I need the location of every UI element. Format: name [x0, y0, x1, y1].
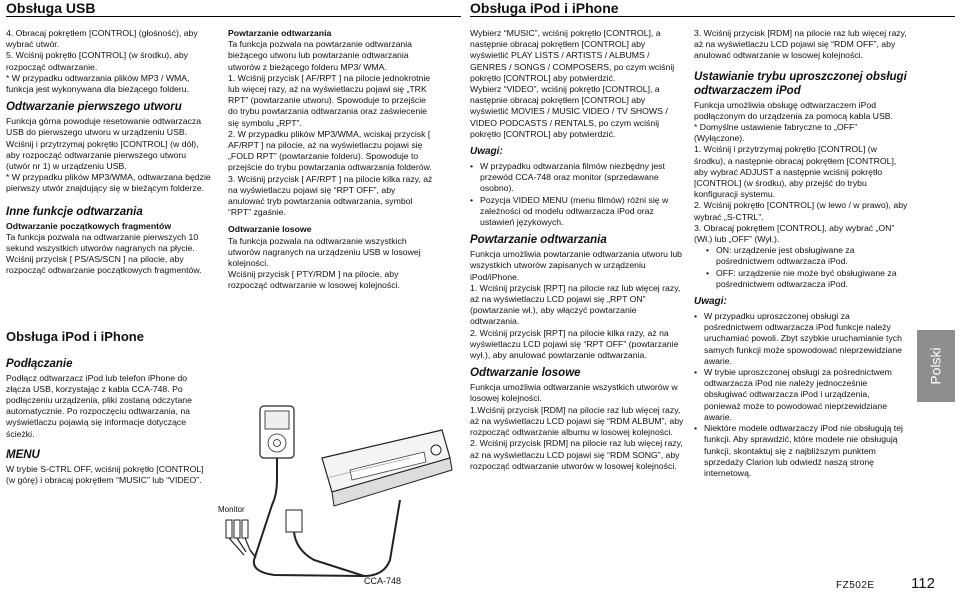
- usb-plug: [286, 510, 302, 532]
- heading-notes-simple: Uwagi:: [694, 296, 727, 308]
- shuffle-step-2: 2. Wciśnij przycisk [RDM] na pilocie raz lub więcej razy, aż na wyświetlaczu LCD pojawi się “RDM SONG”, aby rozpocząć odtwarzanie utworów w losowej kolejności.: [470, 438, 683, 471]
- page-number: 112: [911, 575, 935, 592]
- repeat-step-3: 3. Wciśnij przycisk [ AF/RPT ] na pilocie kilka razy, aż na wyświetlaczu pojawi się “RPT OFF”, aby anulować tryb powtarzania odtwarzania, symbol “RPT” zgaśnie.: [228, 173, 433, 218]
- heading-scan: Odtwarzanie początkowych fragmentów: [6, 220, 172, 231]
- scan-text: Ta funkcja pozwala na odtwarzanie pierwszych 10 sekund wszystkich utworów nagranych na płycie.: [6, 231, 199, 254]
- ipod-device: [260, 406, 294, 458]
- simple-step-1: 1. Wciśnij i przytrzymaj pokrętło [CONTROL] (w środku), a następnie obracaj pokrętłem [CONTROL], aby wybrać ADJUST a następnie wciśnij pokrętło [CONTROL] (w środku), aby przejść do trybu konfiguracji systemu.: [694, 144, 897, 200]
- note-slow: • W przypadku uproszczonej obsługi za pośrednictwem odtwarzacza iPod funkcje należy uruchamiać powoli. Zbyt szybkie uruchamianie tych samych funkcji może spowodować nieprzewidziane awarie.: [694, 311, 908, 367]
- shuffle-step-1: 1.Wciśnij przycisk [RDM] na pilocie raz lub więcej razy, aż na wyświetlaczu LCD pojawi się “RDM ALBUM”, aby rozpocząć odtwarzanie albumu w losowej kolejności.: [470, 404, 684, 438]
- heading-random-usb: Odtwarzanie losowe: [228, 224, 312, 235]
- simple-control-default: * Domyślne ustawienie fabryczne to „OFF” (Wyłączone).: [694, 122, 858, 144]
- section-header-usb: Obsługa USB: [6, 0, 96, 16]
- menu-text: W trybie S-CTRL OFF, wciśnij pokrętło [CONTROL] (w górę) i obracaj pokrętłem “MUSIC” lub “VIDEO”.: [6, 463, 204, 486]
- heading-repeat-usb: Powtarzanie odtwarzania: [228, 28, 332, 38]
- header-rule-right: [470, 16, 955, 17]
- simple-step-3: 3. Obracaj pokrętłem [CONTROL], aby wybrać „ON” (Wł.) lub „OFF” (Wył.).: [694, 222, 895, 245]
- shuffle-ipod-text: Funkcja umożliwia odtwarzanie wszystkich utworów w losowej kolejności.: [470, 382, 678, 404]
- cable-label: CCA-748: [364, 576, 402, 586]
- step-4: 4. Obracaj pokrętłem [CONTROL] (głośność), aby wybrać utwór.: [6, 28, 198, 50]
- top-play-text: Funkcja górna powoduje resetowanie odtwarzacza USB do pierwszego utworu w urządzeniu USB. Wciśnij i przytrzymaj pokrętło [CONTROL] (w dół), aby rozpocząć odtwarzanie pierwszego utworu (utwór nr 1) w urządzeniu USB.: [6, 116, 202, 172]
- heading-top-play: Odtwarzanie pierwszego utworu: [6, 101, 182, 114]
- section-header-ipod: Obsługa iPod i iPhone: [470, 0, 619, 16]
- repeat-ipod-text: Funkcja umożliwia powtarzanie odtwarzania utworu lub wszystkich utworów zapisanych w urządzeniu iPod/iPhone.: [470, 249, 682, 282]
- heading-other-functions: Inne funkcje odtwarzania: [6, 205, 143, 218]
- column-4: [694, 28, 908, 479]
- heading-repeat-ipod: Powtarzanie odtwarzania: [470, 234, 607, 247]
- column-1: [6, 28, 212, 486]
- note-video-menu: • Pozycja VIDEO MENU (menu filmów) różni się w zależności od modelu odtwarzacza iPod oraz ustawień językowych.: [470, 195, 686, 229]
- rca-plugs: [226, 520, 256, 558]
- ipod-connection-illustration: [214, 400, 454, 595]
- simple-control-text: Funkcja umożliwia obsługę odtwarzaczem iPod podłączonym do urządzenia za pomocą kabla USB.: [694, 99, 893, 121]
- heading-notes-video: Uwagi:: [470, 146, 503, 158]
- column-3: [470, 28, 686, 472]
- shuffle-step-3: 3. Wciśnij przycisk [RDM] na pilocie raz lub więcej razy, aż na wyświetlaczu LCD pojawi się “RDM OFF”, aby anulować odtwarzanie w losowej kolejności.: [694, 28, 907, 61]
- option-off: • OFF: urządzenie nie może być obsługiwane za pośrednictwem odtwarzacza iPod.: [706, 268, 908, 290]
- model-number: FZ502E: [836, 580, 875, 591]
- repeat-usb-text: Ta funkcja pozwala na powtarzanie odtwarzania bieżącego utworu lub powtarzanie odtwarzania utworów z bieżącego folderu MP3/ WMA.: [228, 39, 412, 72]
- header-rule-left: [6, 16, 461, 17]
- note-video-cable: • W przypadku odtwarzania filmów niezbędny jest przewód CCA-748 oraz monitor (sprzedawane osobno).: [470, 161, 686, 195]
- monitor-label: Monitor: [218, 505, 245, 514]
- heading-shuffle-ipod: Odtwarzanie losowe: [470, 367, 581, 380]
- heading-ipod-section: Obsługa iPod i iPhone: [6, 328, 144, 344]
- video-menu-text: Wybierz “VIDEO”, wciśnij pokrętło [CONTROL], a następnie obracaj pokrętłem [CONTROL] aby wyświetlić MOVIES / MUSIC VIDEO / TV SHOWS / VIDEO PODCASTS / RENTALS, po czym wciśnij pokrętło [CONTROL] aby potwierdzić.: [470, 84, 668, 139]
- note-mp3: * W przypadku odtwarzania plików MP3 / WMA, funkcja jest wykonywana dla bieżącego folderu.: [6, 72, 190, 95]
- note-simultaneous: • W trybie uproszczonej obsługi za pośrednictwem odtwarzacza iPod nie należy jednocześnie obsługiwać odtwarzacza iPod i urządzenia, ponieważ może to powodować nieprzewidziane awarie.: [694, 367, 908, 423]
- random-usb-text-2: Wciśnij przycisk [ PTY/RDM ] na pilocie, aby rozpocząć odtwarzanie w losowej kolejności.: [228, 269, 400, 291]
- heading-menu: MENU: [6, 448, 40, 461]
- scan-text-2: Wciśnij przycisk [ PS/AS/SCN ] na pilocie, aby rozpocząć odtwarzanie początkowych fragmentów.: [6, 254, 202, 276]
- repeat-step-1: 1. Wciśnij przycisk [ AF/RPT ] na pilocie jednokrotnie lub więcej razy, aż na wyświetlaczu pojawi się „TRK RPT” (powtarzanie utworu). Spowoduje to przejście do trybu powtarzania odtwarzania oraz zaświecenie się symbolu „RPT”.: [228, 72, 431, 128]
- random-usb-text: Ta funkcja pozwala na odtwarzanie wszystkich utworów nagranych na urządzeniu USB w losowej kolejności.: [228, 235, 421, 269]
- repeat-ipod-step-1: 1. Wciśnij przycisk [RPT] na pilocie raz lub więcej razy, aż na wyświetlaczu LCD pojawi się „RPT ON” (powtarzanie wł.), aby włączyć powtarzanie odtwarzania.: [470, 282, 681, 327]
- simple-step-2: 2. Wciśnij pokrętło [CONTROL] (w lewo / w prawo), aby wybrać „S-CTRL”.: [694, 200, 908, 222]
- head-unit: [322, 430, 452, 506]
- note-first-track: * W przypadku plików MP3/WMA, odtwarzana będzie pierwszy utwór znajdujący się w bieżącym folderze.: [6, 172, 211, 194]
- note-unsupported-models: • Niektóre modele odtwarzaczy iPod nie obsługują tej funkcji. Aby sprawdzić, które modele nie obsługują funkcji, skontaktuj się z najbliższym punktem sprzedaży Clarion lub odwiedź naszą stronę internetową.: [694, 423, 908, 479]
- language-tab: Polski: [917, 330, 955, 402]
- heading-simple-control: Ustawianie trybu uproszczonej obsługi odtwarzaczem iPod: [694, 70, 907, 97]
- step-5: 5. Wciśnij pokrętło [CONTROL] (w środku), aby rozpocząć odtwarzanie.: [6, 50, 189, 72]
- option-on: • ON: urządzenie jest obsługiwane za pośrednictwem odtwarzacza iPod.: [706, 245, 908, 267]
- repeat-ipod-step-2: 2. Wciśnij przycisk [RPT] na pilocie kilka razy, aż na wyświetlaczu LCD pojawi się “RPT OFF” (powtarzanie wył.), aby anulować powtarzanie odtwarzania.: [470, 327, 679, 361]
- heading-connect: Podłączanie: [6, 357, 73, 370]
- repeat-step-2: 2. W przypadku plików MP3/WMA, wciskaj przycisk [ AF/RPT ] na pilocie, aż na wyświetlaczu pojawi się „FOLD RPT” (powtarzanie folderu). Spowoduje to przejście do trybu powtarzania odtwarzania folderów.: [228, 128, 432, 173]
- column-2: [228, 28, 434, 292]
- music-menu-text: Wybierz “MUSIC”, wciśnij pokrętło [CONTROL], a następnie obracaj pokrętłem [CONTROL] aby wyświetlić PLAY LISTS / ARTISTS / ALBUMS / GENRES / SONGS / COMPOSERS, po czym wciśnij pokrętło [CONTROL] aby potwierdzić.: [470, 28, 675, 83]
- connect-text: Podłącz odtwarzacz iPod lub telefon iPhone do złącza USB, korzystając z kabla CCA-748. Po podłączeniu urządzenia, pliki zostaną odczytane automatycznie. Po rozpoczęciu odtwarzania, na wyświetlaczu pojawią się informacje dotyczące ścieżki.: [6, 372, 192, 439]
